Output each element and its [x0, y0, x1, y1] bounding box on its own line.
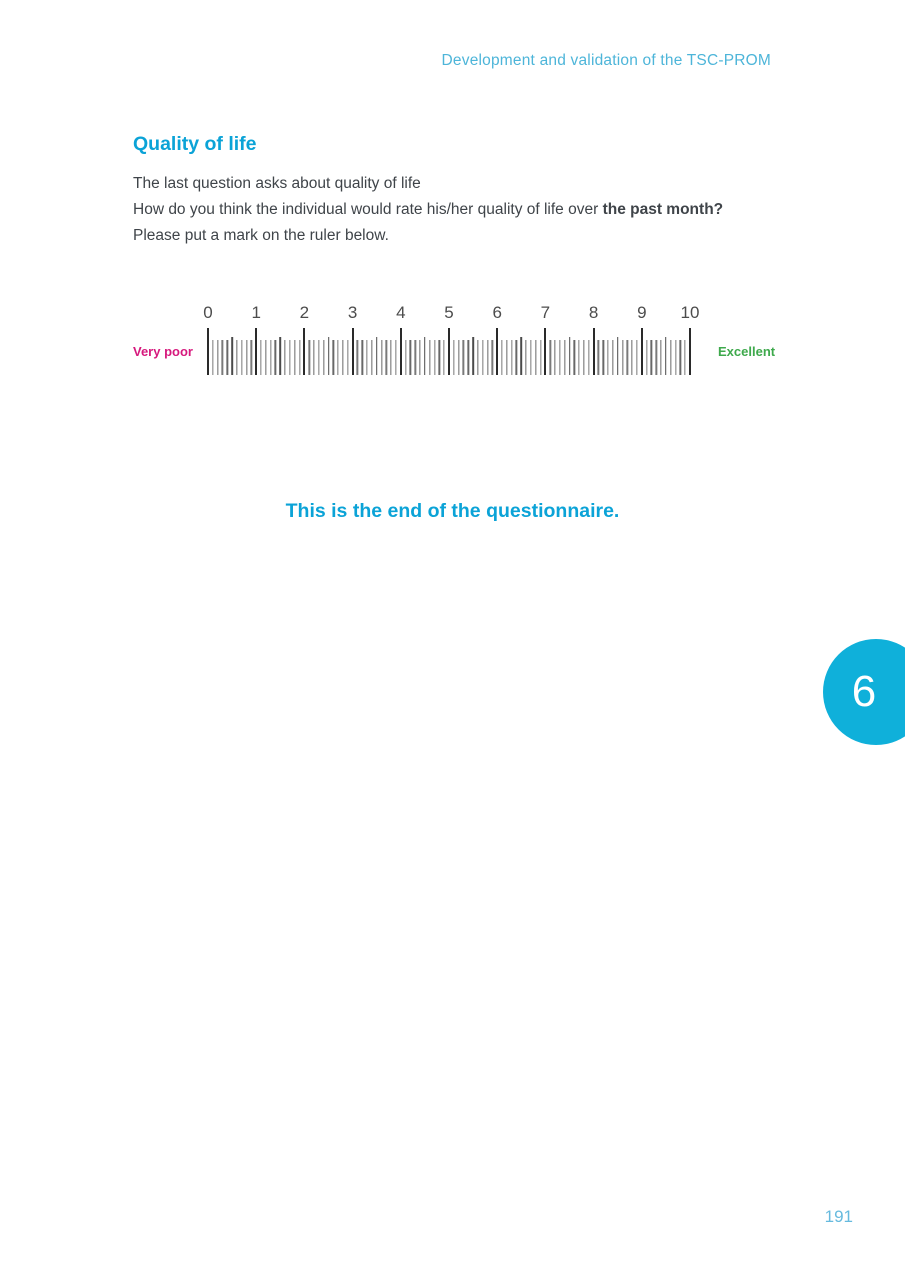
ruler-tick: [463, 340, 464, 375]
ruler-tick: [665, 337, 667, 375]
ruler-tick: [544, 328, 546, 375]
ruler-number-3: 3: [347, 303, 358, 322]
ruler-tick: [231, 337, 233, 375]
ruler-tick: [227, 340, 228, 375]
ruler-tick: [578, 340, 579, 375]
ruler-tick: [255, 328, 257, 375]
ruler-tick: [583, 340, 584, 375]
ruler-tick: [333, 340, 334, 375]
ruler-tick: [236, 340, 237, 375]
ruler-tick: [376, 337, 378, 375]
ruler-tick: [352, 328, 354, 375]
ruler-tick: [617, 337, 619, 375]
ruler-tick: [530, 340, 531, 375]
page-number: 191: [824, 1207, 853, 1226]
ruler-tick: [328, 337, 330, 375]
ruler-tick: [395, 340, 396, 375]
closing-text: This is the end of the questionnaire.: [285, 500, 620, 522]
intro-line-2: [133, 197, 793, 223]
ruler-tick: [303, 328, 305, 375]
ruler-tick: [482, 340, 483, 375]
running-header: Development and validation of the TSC-PROM: [441, 52, 771, 69]
ruler-tick: [313, 340, 314, 375]
ruler-tick: [251, 340, 252, 375]
ruler-tick: [444, 340, 445, 375]
ruler-tick: [622, 340, 623, 375]
ruler-tick: [593, 328, 595, 375]
ruler-tick: [598, 340, 599, 375]
ruler-tick: [516, 340, 517, 375]
ruler-number-7: 7: [540, 303, 551, 322]
ruler-tick: [405, 340, 406, 375]
ruler-tick: [540, 340, 541, 375]
ruler-tick: [550, 340, 551, 375]
ruler-tick: [689, 328, 691, 375]
ruler-tick: [685, 340, 686, 375]
ruler-tick: [448, 328, 450, 375]
ruler-tick: [646, 340, 647, 375]
ruler-tick: [318, 340, 319, 375]
ruler-numbers: [203, 303, 700, 323]
ruler-ticks: [208, 328, 690, 375]
ruler-tick: [415, 340, 416, 375]
ruler-tick: [511, 340, 512, 375]
ruler-tick: [270, 340, 271, 375]
ruler-tick: [371, 340, 372, 375]
ruler-tick: [381, 340, 382, 375]
chapter-tab-circle: [823, 639, 905, 745]
ruler-tick: [468, 340, 469, 375]
ruler-tick: [535, 340, 536, 375]
ruler-tick: [391, 340, 392, 375]
ruler-tick: [506, 340, 507, 375]
ruler-number-2: 2: [299, 303, 310, 322]
intro-line-2-normal: How do you think the individual would rate his/her quality of life over: [133, 201, 603, 218]
ruler-left-label: Very poor: [133, 344, 193, 359]
ruler-tick: [641, 328, 643, 375]
ruler-number-9: 9: [637, 303, 647, 322]
ruler-tick: [400, 328, 402, 375]
ruler-tick: [410, 340, 411, 375]
ruler-tick: [362, 340, 363, 375]
intro-line-1: The last question asks about quality of life: [133, 175, 421, 192]
ruler-tick: [309, 340, 310, 375]
ruler-tick: [656, 340, 657, 375]
ruler-tick: [212, 340, 213, 375]
ruler-tick: [453, 340, 454, 375]
ruler-tick: [680, 340, 681, 375]
ruler-tick: [458, 340, 459, 375]
ruler-tick: [574, 340, 575, 375]
ruler-tick: [241, 340, 242, 375]
ruler-number-6: 6: [492, 303, 502, 322]
ruler-tick: [280, 337, 282, 375]
ruler-right-label: Excellent: [718, 344, 776, 359]
ruler-tick: [357, 340, 358, 375]
ruler-tick: [603, 340, 604, 375]
intro-paragraph: [133, 171, 793, 249]
ruler-tick: [299, 340, 300, 375]
ruler-tick: [492, 340, 493, 375]
ruler-tick: [429, 340, 430, 375]
ruler-tick: [569, 337, 571, 375]
ruler-tick: [419, 340, 420, 375]
ruler-tick: [487, 340, 488, 375]
ruler-tick: [670, 340, 671, 375]
ruler-tick: [222, 340, 223, 375]
ruler-tick: [675, 340, 676, 375]
ruler-tick: [554, 340, 555, 375]
ruler-tick: [337, 340, 338, 375]
ruler-tick: [607, 340, 608, 375]
ruler-tick: [275, 340, 276, 375]
ruler-tick: [366, 340, 367, 375]
vas-ruler: [203, 303, 700, 375]
ruler-tick: [434, 340, 435, 375]
chapter-number: 6: [851, 667, 877, 716]
ruler-tick: [636, 340, 637, 375]
intro-line-2-bold: the past month?: [602, 201, 724, 218]
ruler-tick: [564, 340, 565, 375]
ruler-number-8: 8: [588, 303, 599, 322]
ruler-tick: [284, 340, 285, 375]
ruler-tick: [632, 340, 633, 375]
ruler-number-4: 4: [396, 303, 406, 322]
ruler-number-5: 5: [444, 303, 454, 322]
ruler-tick: [246, 340, 247, 375]
ruler-tick: [477, 340, 478, 375]
ruler-tick: [521, 337, 523, 375]
ruler-tick: [347, 340, 348, 375]
ruler-tick: [559, 340, 560, 375]
ruler-tick: [627, 340, 628, 375]
ruler-tick: [424, 337, 426, 375]
ruler-tick: [260, 340, 261, 375]
ruler-tick: [217, 340, 218, 375]
ruler-tick: [612, 340, 613, 375]
ruler-tick: [265, 340, 266, 375]
ruler-tick: [525, 340, 526, 375]
ruler-tick: [439, 340, 440, 375]
ruler-tick: [342, 340, 343, 375]
ruler-tick: [660, 340, 661, 375]
ruler-tick: [207, 328, 209, 375]
ruler-tick: [294, 340, 295, 375]
ruler-number-1: 1: [251, 303, 261, 322]
ruler-number-0: 0: [203, 303, 213, 322]
section-title: Quality of life: [133, 133, 257, 155]
ruler-tick: [323, 340, 324, 375]
ruler-tick: [588, 340, 589, 375]
ruler-tick: [501, 340, 502, 375]
ruler-tick: [289, 340, 290, 375]
ruler-tick: [496, 328, 498, 375]
ruler-number-10: 10: [680, 303, 700, 322]
ruler-tick: [386, 340, 387, 375]
intro-line-3: Please put a mark on the ruler below.: [133, 227, 389, 244]
ruler-tick: [472, 337, 474, 375]
ruler-tick: [651, 340, 652, 375]
